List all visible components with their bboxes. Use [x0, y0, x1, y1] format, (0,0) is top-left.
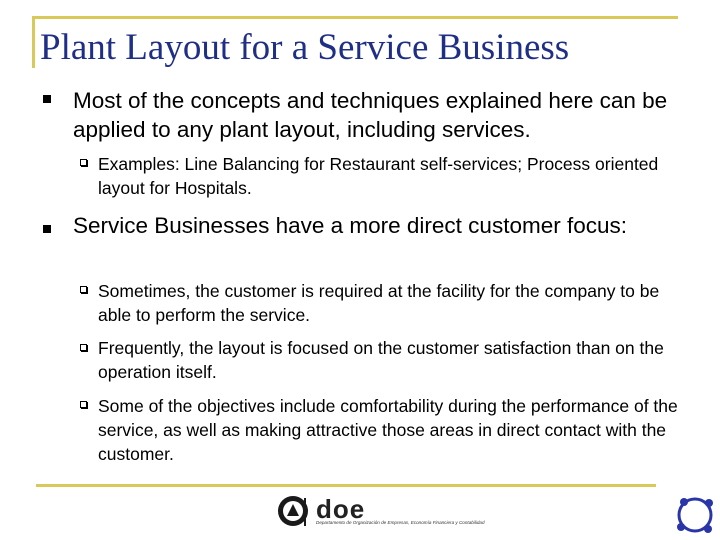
title-frame-left-line	[32, 16, 35, 68]
sub-bullet-text: Some of the objectives include comfortability during the performance of the service, as well as making attractive those areas in direct contact with the customer.	[98, 396, 678, 464]
slide-title: Plant Layout for a Service Business	[40, 27, 570, 68]
logo-subtitle: Departamento de Organización de Empresas, Economía Financiera y Contabilidad	[316, 520, 485, 525]
sub-bullet-square-icon	[80, 401, 87, 408]
sub-bullet-text: Examples: Line Balancing for Restaurant self-services; Process oriented layout for Hospitals.	[98, 154, 659, 198]
sub-bullet-square-icon	[80, 159, 87, 166]
bullet-text: Most of the concepts and techniques explained here can be applied to any plant layout, including services.	[73, 88, 668, 142]
bullet-square-icon	[43, 225, 51, 233]
sub-bullet-square-icon	[80, 286, 87, 293]
logo-wordmark: doe	[316, 494, 366, 524]
sub-bullet-text: Sometimes, the customer is required at the facility for the company to be able to perform the service.	[98, 281, 660, 325]
footer-divider	[36, 484, 656, 487]
bullet-square-icon	[43, 95, 51, 103]
sub-bullet-text: Frequently, the layout is focused on the customer satisfaction than on the operation itself.	[98, 338, 664, 382]
sub-bullet-square-icon	[80, 344, 87, 351]
logo-emblem-icon	[276, 494, 310, 528]
department-logo	[276, 494, 526, 530]
corner-network-logo-icon	[674, 494, 716, 536]
bullet-text: Service Businesses have a more direct customer focus:	[73, 213, 627, 238]
title-frame-top-line	[32, 16, 678, 19]
